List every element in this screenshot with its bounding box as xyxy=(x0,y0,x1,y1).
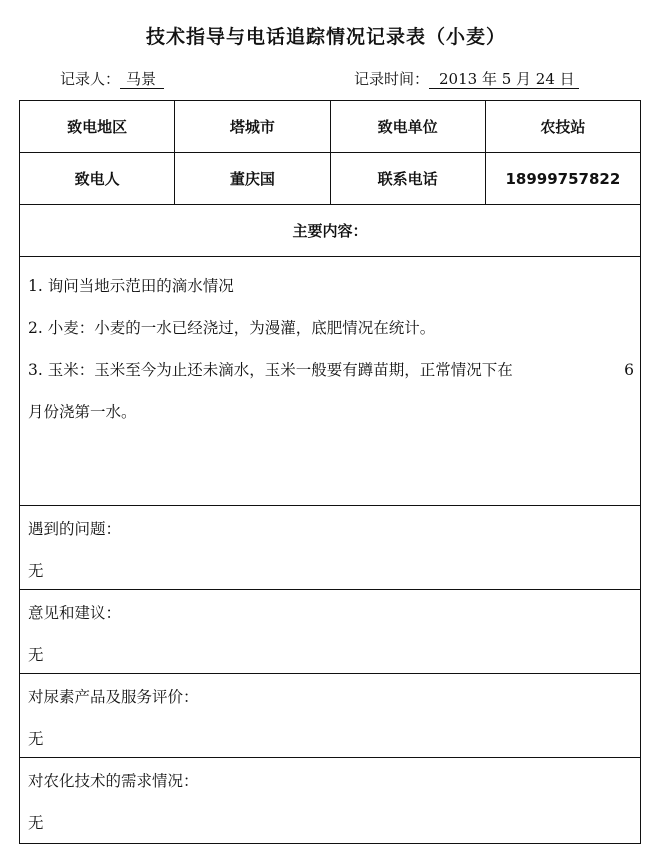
section-product-evaluation xyxy=(20,674,640,758)
table-row xyxy=(20,101,640,153)
recorder-label: 记录人： xyxy=(60,70,121,88)
record-time-label: 记录时间： xyxy=(354,70,430,88)
section-suggestions xyxy=(20,590,640,674)
section-label: 意见和建议： xyxy=(28,604,122,622)
content-line: 2. 小麦：小麦的一水已经浇过，为漫灌，底肥情况在统计。 xyxy=(28,319,436,337)
content-line-end: 6 xyxy=(624,361,634,379)
table-cell: 致电人 xyxy=(20,153,175,204)
section-label: 遇到的问题： xyxy=(28,520,122,538)
content-line: 1. 询问当地示范田的滴水情况 xyxy=(28,277,234,295)
section-label: 对尿素产品及服务评价： xyxy=(28,688,199,706)
section-label: 对农化技术的需求情况： xyxy=(28,772,199,790)
page-title: 技术指导与电话追踪情况记录表（小麦） xyxy=(145,26,506,48)
table-cell: 致电单位 xyxy=(331,101,486,152)
section-answer: 无 xyxy=(28,646,44,664)
recorder-value: 马景 xyxy=(120,70,164,89)
table-cell: 致电地区 xyxy=(20,101,175,152)
main-content-body xyxy=(20,257,640,506)
table-cell: 18999757822 xyxy=(505,169,621,188)
table-cell: 董庆国 xyxy=(175,153,330,204)
record-time-field xyxy=(354,68,579,89)
section-answer: 无 xyxy=(28,730,44,748)
content-line xyxy=(28,349,634,391)
content-line: 月份浇第一水。 xyxy=(28,403,137,421)
section-problems xyxy=(20,506,640,590)
section-technology-needs xyxy=(20,758,640,843)
main-content-header: 主要内容： xyxy=(20,205,640,257)
table-cell: 联系电话 xyxy=(331,153,486,204)
content-line-text: 3. 玉米：玉米至今为止还未滴水，玉米一般要有蹲苗期，正常情况下在 xyxy=(28,361,513,379)
record-table xyxy=(19,100,641,844)
table-cell: 农技站 xyxy=(540,118,586,136)
table-row xyxy=(20,153,640,205)
recorder-field xyxy=(60,68,164,89)
record-time-value: 2013 年 5 月 24 日 xyxy=(429,70,579,89)
table-cell: 塔城市 xyxy=(175,101,330,152)
section-answer: 无 xyxy=(28,562,44,580)
section-answer: 无 xyxy=(28,814,44,832)
